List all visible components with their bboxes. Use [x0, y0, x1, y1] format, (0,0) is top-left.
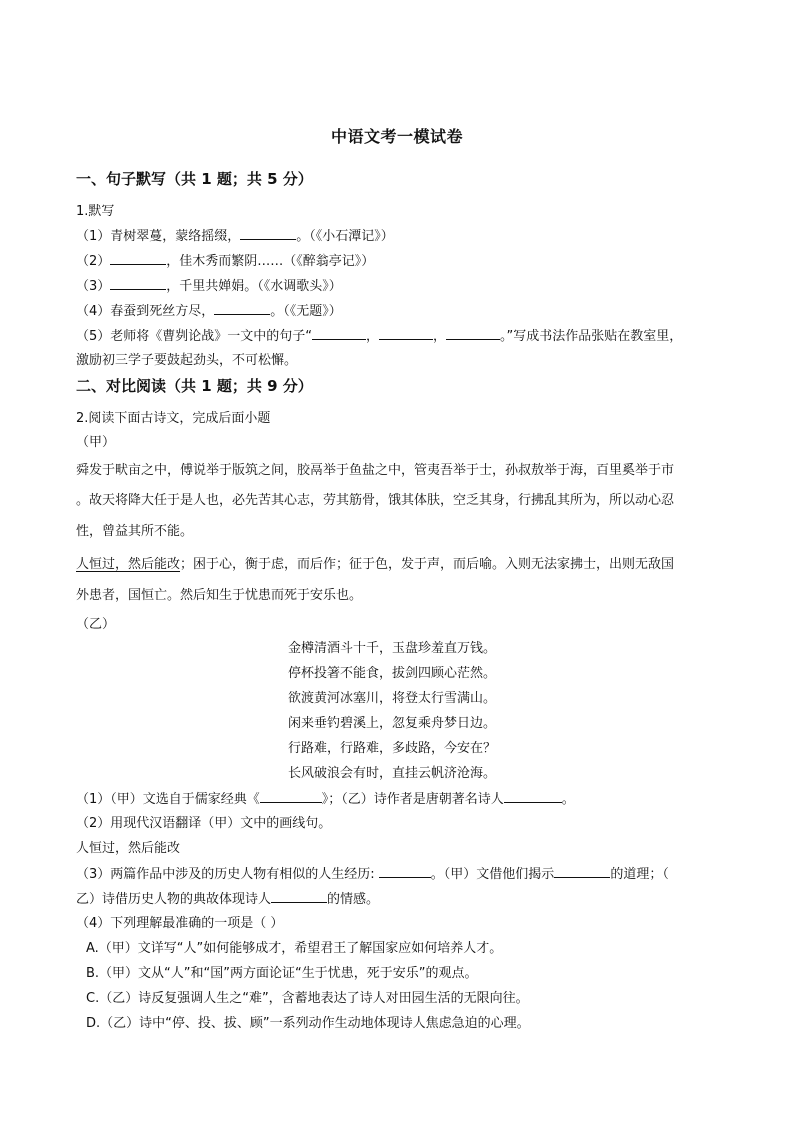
passage-jia-line: 舜发于畎亩之中，傅说举于版筑之间，胶鬲举于鱼盐之中，管夷吾举于士，孙叔敖举于海，百里奚举于市 [76, 463, 675, 478]
passage-yi-label: （乙） [76, 617, 116, 632]
option-d[interactable]: D.（乙）诗中“停、投、拔、顾”一系列动作生动地体现诗人焦虑急迫的心理。 [86, 1016, 530, 1031]
q1-item-4 [76, 302, 342, 321]
q2-sub-2-sentence: 人恒过，然后能改 [76, 841, 181, 856]
q2-sub-3-prefix: （3）两篇作品中涉及的历史人物有相似的人生经历: [76, 867, 379, 882]
passage-jia-line: 性，曾益其所不能。 [76, 524, 194, 539]
answer-blank[interactable] [446, 327, 500, 340]
question-1-label: 1.默写 [76, 204, 115, 219]
option-a[interactable]: A.（甲）文详写“人”如何能够成才，希望君王了解国家应如何培养人才。 [86, 941, 503, 956]
poem-line: 停杯投箸不能食，拔剑四顾心茫然。 [288, 666, 497, 681]
passage-jia-line: 。故天将降大任于是人也，必先苦其心志，劳其筋骨，饿其体肤，空乏其身，行拂乱其所为，所以动心忍 [76, 493, 675, 508]
separator: ， [433, 329, 447, 344]
q2-sub-3-suffix: 的道理；（ [610, 867, 669, 882]
separator: ， [366, 329, 380, 344]
q1-item-1 [76, 227, 394, 246]
q1-item-5 [76, 327, 682, 346]
q1-item-5-suffix: 。”写成书法作品张贴在教室里， [500, 329, 683, 344]
q2-sub-1-suffix: 。 [561, 792, 575, 807]
passage-jia-line [76, 556, 674, 574]
q1-item-4-suffix: 。（《无题》） [270, 304, 342, 319]
q1-item-1-prefix: （1）青树翠蔓，蒙络摇缀， [76, 229, 241, 244]
option-b[interactable]: B.（甲）文从“人”和“国”两方面论证“生于忧患，死于安乐”的观点。 [86, 966, 478, 981]
q1-item-2-prefix: （2） [76, 254, 111, 269]
q2-sub-3 [76, 865, 669, 884]
answer-blank[interactable] [214, 302, 270, 315]
q2-sub-3-middle: 。（甲）文借他们揭示 [430, 867, 555, 882]
q1-item-3 [76, 277, 342, 296]
q2-sub-1 [76, 790, 575, 809]
underlined-sentence: 人恒过，然后能改 [76, 557, 181, 572]
passage-text: ；困于心，衡于虑，而后作；征于色，发于声，而后喻。入则无法家拂士，出则无敌国 [180, 557, 675, 572]
q1-item-2-suffix: ，佳木秀而繁阴……（《醉翁亭记》） [166, 254, 375, 269]
page-title: 中语文考一模试卷 [330, 127, 463, 146]
answer-blank[interactable] [110, 252, 166, 265]
answer-blank[interactable] [379, 865, 431, 878]
q1-item-3-prefix: （3） [76, 279, 111, 294]
q1-item-5-line2: 激励初三学子要鼓起劲头，不可松懈。 [76, 353, 298, 368]
section-heading-2: 二、对比阅读（共 1 题；共 9 分） [76, 377, 313, 395]
section-heading-1: 一、句子默写（共 1 题；共 5 分） [76, 170, 313, 188]
option-c[interactable]: C.（乙）诗反复强调人生之“难”，含蓄地表达了诗人对田园生活的无限向往。 [86, 991, 529, 1006]
answer-blank[interactable] [379, 327, 433, 340]
q1-item-2 [76, 252, 374, 271]
passage-jia-line: 外患者，国恒亡。然后知生于忧患而死于安乐也。 [76, 588, 363, 603]
q2-sub-2: （2）用现代汉语翻译（甲）文中的画线句。 [76, 816, 332, 831]
q2-sub-4: （4）下列理解最准确的一项是（ ） [76, 916, 284, 931]
poem-line: 长风破浪会有时，直挂云帆济沧海。 [288, 766, 497, 781]
q2-sub-1-middle: 》；（乙）诗作者是唐朝著名诗人 [321, 792, 504, 807]
answer-blank[interactable] [240, 227, 296, 240]
q1-item-4-prefix: （4）春蚕到死丝方尽， [76, 304, 215, 319]
poem-line: 闲来垂钓碧溪上，忽复乘舟梦日边。 [288, 716, 497, 731]
q1-item-3-suffix: ，千里共婵娟。（《水调歌头》） [166, 279, 342, 294]
answer-blank[interactable] [260, 790, 322, 803]
poem-line: 行路难，行路难，多歧路，今安在？ [288, 741, 497, 756]
q2-sub-3-line2-prefix: 乙）诗借历史人物的典故体现诗人 [76, 892, 272, 907]
q2-sub-3-line2 [76, 890, 379, 909]
q2-sub-3-line2-suffix: 的情感。 [327, 892, 380, 907]
answer-blank[interactable] [271, 890, 327, 903]
answer-blank[interactable] [504, 790, 562, 803]
q1-item-5-prefix: （5）老师将《曹刿论战》一文中的句子“ [76, 329, 313, 344]
poem-line: 金樽清酒斗十千，玉盘珍羞直万钱。 [288, 641, 497, 656]
passage-jia-label: （甲） [76, 435, 116, 450]
answer-blank[interactable] [110, 277, 166, 290]
question-2-label: 2.阅读下面古诗文，完成后面小题 [76, 411, 271, 426]
poem-line: 欲渡黄河冰塞川，将登太行雪满山。 [288, 691, 497, 706]
q1-item-1-suffix: 。（《小石潭记》） [296, 229, 394, 244]
answer-blank[interactable] [554, 865, 610, 878]
q2-sub-1-prefix: （1）（甲）文选自于儒家经典《 [76, 792, 260, 807]
answer-blank[interactable] [312, 327, 366, 340]
